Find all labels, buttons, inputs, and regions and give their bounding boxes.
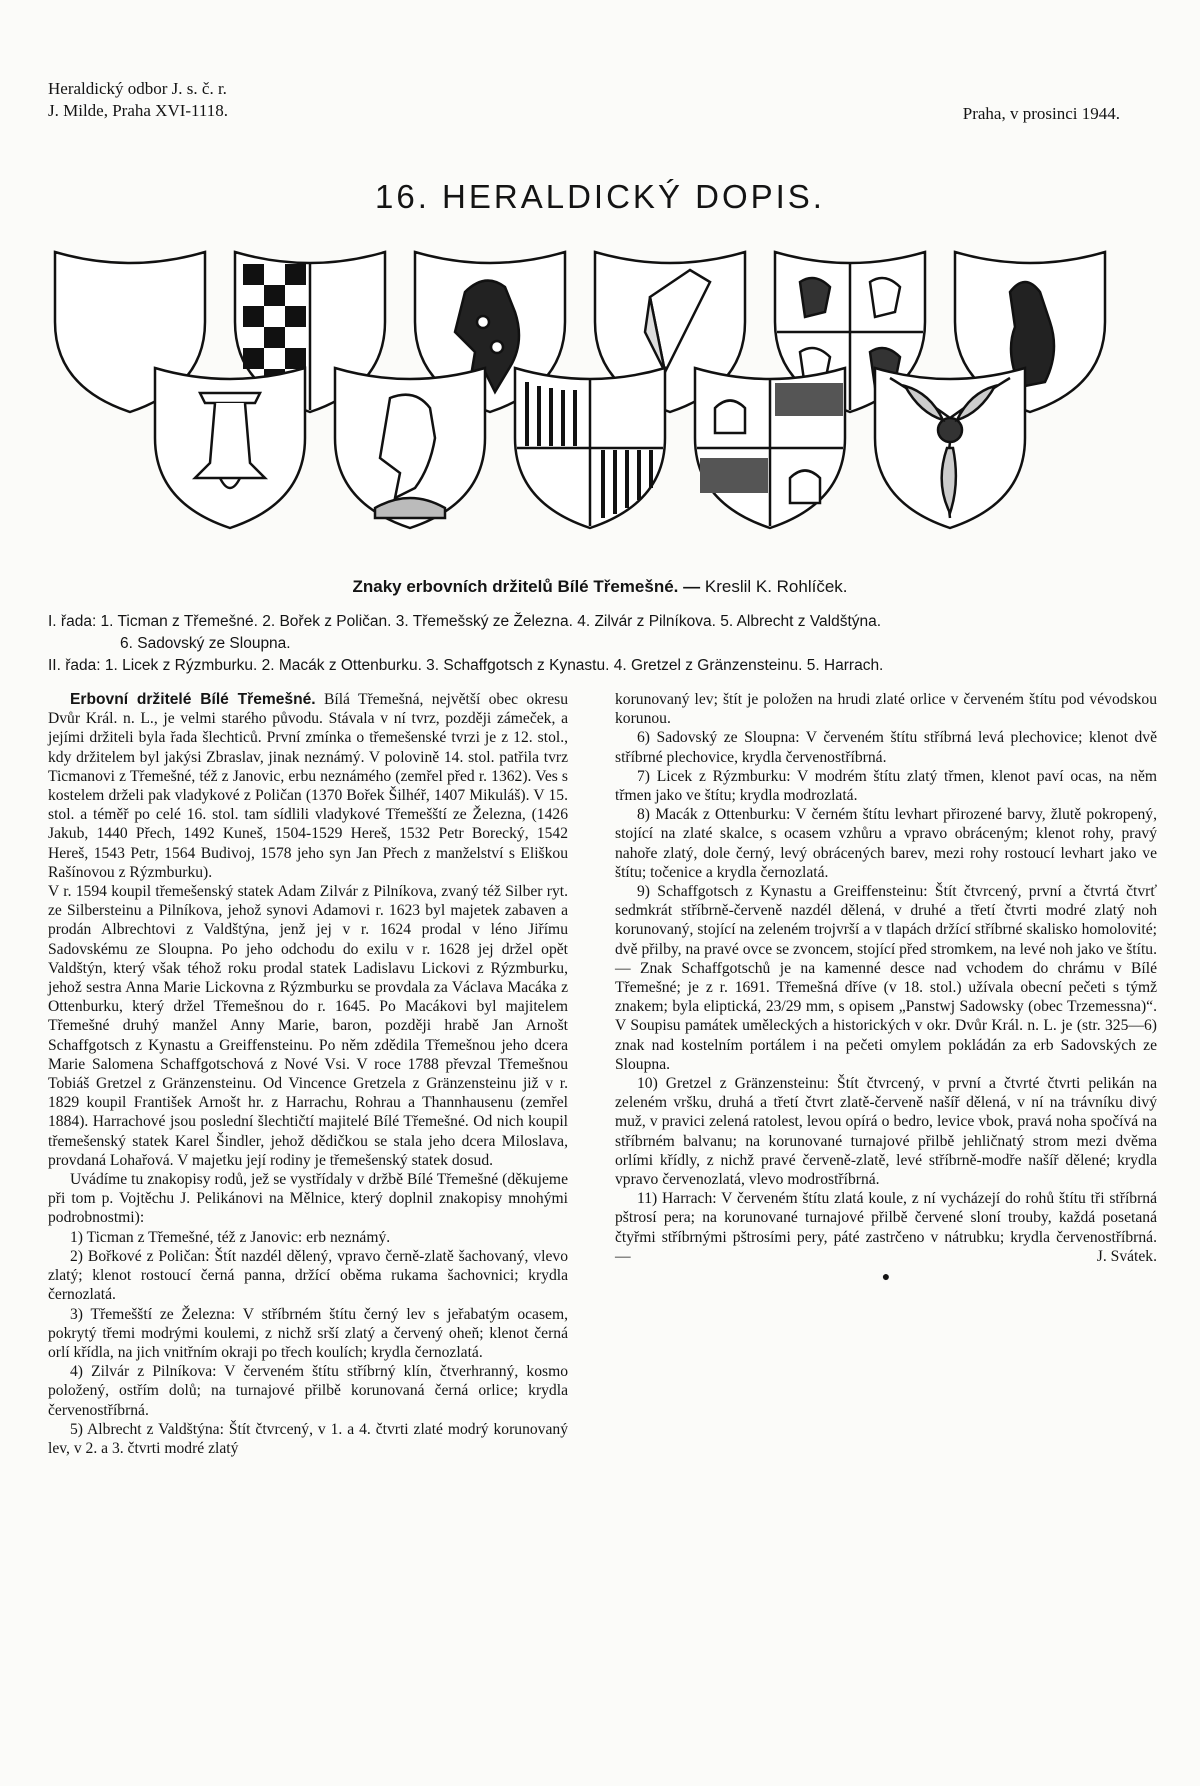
blazon-zilvar: 4) Zilvár z Pilníkova: V červeném štítu stříbrný klín, čtverhranný, kosmo položený, ostřím dolů; na turnajové přilbě korunovaná černá orlice; krydla červenostříbrná. — [48, 1363, 568, 1419]
end-mark: ● — [881, 1270, 891, 1286]
legend-row-1: I. řada: 1. Ticman z Třemešné. 2. Bořek z Poličan. 3. Třemešský ze Železna. 4. Zilvár z Pilníkova. 5. Albrecht z Valdštýna. — [48, 613, 882, 630]
shield-macak — [335, 368, 485, 528]
header-publisher — [48, 78, 228, 122]
blazon-schaffgotsch: 9) Schaffgotsch z Kynastu a Greiffensteinu: Štít čtvrcený, první a čtvrtá čtvrť sedmkrát stříbrně-červeně nazdél dělená, v druhé a třetí čtvrti modré zlatý noh korunovaný, stojící na zeleném trojvrší a v tlapách držící stříbrné skalisko homolovité; dvě přilby, na pravé ovce se zvoncem, stojící před stromkem, na levé noh jako ve štítu. — Znak Schaffgotschů je na kamenné desce nad vchodem do chrámu v Bílé Třemešné; je z r. 1691. Třemešná dříve (v 18. stol.) užívala obecní pečeti s týmž znakem; byla eliptická, 23/29 mm, s opisem „Panstwj Sadowsky (obec Trzemessna)“. V Soupisu památek uměleckých a historických v okr. Dvůr Král. n. L. je (str. 325—6) znak nad kostelním portálem i na pečeti omylem pokládán za erb Sadovských ze Sloupna. — [615, 883, 1157, 1073]
shield-legend — [48, 611, 1168, 677]
header-line-1: Heraldický odbor J. s. č. r. — [48, 79, 227, 98]
legend-row-1-cont: 6. Sadovský ze Sloupna. — [120, 635, 291, 652]
blazon-valdstyn-cont: korunovaný lev; štít je položen na hrudi zlaté orlice v červeném štítu pod vévodskou korunou. — [615, 691, 1157, 728]
shield-schaffgotsch — [515, 368, 665, 528]
blazon-tremessky: 3) Třemešští ze Železna: V stříbrném štítu černý lev s jeřabatým ocasem, pokrytý třemi modrými koulemi, z nichž srší zlatý a červený oheň; klenot černá orlí křídla, na jich vnitřním okraji po třech koulích; krydla černozlatá. — [48, 1305, 568, 1361]
blazon-borek: 2) Bořkové z Poličan: Štít nazdél dělený, vpravo černě-zlatě šachovaný, vlevo zlatý; klenot rostoucí černá panna, držící oběma rukama šachovnici; krydla černozlatá. — [48, 1247, 568, 1304]
blazon-ticman: 1) Ticman z Třemešné, též z Janovic: erb neznámý. — [70, 1228, 391, 1246]
paragraph-history: Bílá Třemešná, největší obec okresu Dvůr Král. n. L., je velmi starého původu. Stávala v ní tvrz, později zámeček, a jejími držiteli byla řada šlechticů. První zmínka o třemešenské tvrzi je z 12. stol., kdy držitelem byl jakýsi Zbraslav, jinak neznámý. V polovině 14. stol. patřila tvrz Ticmanovi z Třemešné, též z Janovic, erbu neznámého (zemřel před r. 1362). Ves s kostelem drželi pak vladykové z Poličan (1370 Bořek Šilhéř, 1407 Mikuláš). V 15. stol. a téměř po celé 16. stol. tam sídlili vladykové Třemešští ze Železna, (1426 Jakub, 1440 Přech, 1492 Kuneš, 1504-1529 Hereš, 1532 Petr Borecký, 1542 Hereš, 1543 Petr, 1564 Budivoj, 1578 jeho syn Jan Přech z manželství s Eliškou Rašínovou z Rýzmburku). — [48, 691, 568, 881]
shield-harrach — [875, 368, 1025, 528]
caption-main: Znaky erbovních držitelů Bílé Třemešné. — [352, 577, 679, 596]
text-column-right — [615, 690, 1157, 1287]
blazon-licek: 7) Licek z Rýzmburku: V modrém štítu zlatý třmen, klenot paví ocas, na něm třmen jako ve štítu; krydla modrozlatá. — [615, 767, 1157, 805]
page-title: 16. HERALDICKÝ DOPIS. — [375, 178, 825, 215]
article-lead: Erbovní držitelé Bílé Třemešné. — [70, 691, 316, 708]
paragraph-intro-blazons: Uvádíme tu znakopisy rodů, jež se vystřídaly v držbě Bílé Třemešné (děkujeme při tom p. Vojtěchu J. Pelikánovi na Mělnice, který doplnil znakopisy mnohými podrobnostmi): — [48, 1171, 568, 1227]
coats-of-arms-illustration — [40, 240, 1160, 590]
shield-licek — [155, 368, 305, 528]
author-signature: J. Svátek. — [1096, 1247, 1157, 1265]
header-line-2: J. Milde, Praha XVI-1118. — [48, 101, 229, 120]
blazon-gretzel: 10) Gretzel z Gränzensteinu: Štít čtvrcený, v první a čtvrté čtvrti pelikán na zeleném vršku, druhá a třetí čtvrt zlatě-červeně našíř dělená, v ní na trávníku divý muž, v pravici zelená ratolest, levou opírá o bedro, levice vbok, pravá noha spočívá na stříbrném balvanu; na korunované turnajové přilbě jehličnatý strom mezi dvěma orlími křídly, z nichž pravé červeně-zlatě, levé stříbrně-modře našíř dělené; krydla vpravo červenozlatá, vlevo modrostříbrná. — [615, 1075, 1157, 1189]
blazon-valdstyn: 5) Albrecht z Valdštýna: Štít čtvrcený, v 1. a 4. čtvrti zlaté modrý korunovaný lev, v 2. a 3. čtvrti modré zlatý — [48, 1420, 568, 1457]
caption-dash: — — [678, 577, 705, 596]
blazon-sadovsky: 6) Sadovský ze Sloupna: V červeném štítu stříbrná levá plechovice; klenot dvě stříbrné plechovice, krydla červenostříbrná. — [615, 729, 1157, 766]
blazon-macak: 8) Macák z Ottenburku: V černém štítu levhart přirozené barvy, žlutě pokropený, stojící na zlaté skalce, s ocasem vzhůru a vpravo obráceným; klenot rohy, pravý nahoře zlatý, dole černý, levý obrácených barev, mezi rohy rostoucí levhart jako ve štítu; točenice a krydla černozlatá. — [615, 806, 1157, 881]
blazon-harrach-text: 11) Harrach: V červeném štítu zlatá koule, z ní vycházejí do rohů štítu tři stříbrná pštrosí pera; na korunované turnajové přilbě červené sloní trouby, každá posetaná čtyřmi stříbrnými pštrosími pery, páté zastrčeno v nátrubku; krydla červenostříbrná. — — [615, 1190, 1157, 1265]
paragraph-owners: V r. 1594 koupil třemešenský statek Adam Zilvár z Pilníkova, zvaný též Silber ryt. ze Silbersteinu a Pilníkova, jehož synovi Adamovi r. 1623 byl majetek zabaven a prodán Albrechtovi z Valdštýna, jenž jej v r. 1624 prodal v léno Jiřímu Sadovskému ze Sloupna. Po jeho odchodu do exilu v r. 1628 jej držel opět Valdštýn, který však téhož roku prodal statek Ladislavu Lickovi z Rýzmburku, jehož sestra Anna Marie Lickovna z Rýzmburku se provdala za Václava Macáka z Ottenburku, který držel Třemešnou do r. 1645. Po Macákovi byl majitelem Třemešné druhý manžel Anny Marie, baron, později hrabě Jan Arnošt Schaffgotsch z Kynastu a Greiffensteinu. Po něm zdědila Třemešnou jeho dcera Marie Salomena Schaffgotschová z Nové Vsi. V roce 1788 převzal Třemešnou Tobiáš Gretzel z Gränzensteinu. Od Vincence Gretzela z Gränzensteinu již v r. 1829 koupil František Arnošt hr. z Harrachu, Rohrau a Thannhausenu (zemřel 1884). Harrachové jsou poslední šlechtičtí majitelé Bílé Třemešné. Od nich koupil třemešenský statek Karel Šindler, jehož dědičkou se stala jeho dcera Miloslava, provdaná Lohařová. V majetku její rodiny je třemešenský statek dosud. — [48, 883, 568, 1169]
shield-gretzel — [695, 368, 845, 528]
caption-artist: Kreslil K. Rohlíček. — [704, 577, 848, 596]
illustration-caption — [0, 577, 1200, 597]
header-date: Praha, v prosinci 1944. — [962, 104, 1120, 123]
legend-row-2: II. řada: 1. Licek z Rýzmburku. 2. Macák z Ottenburku. 3. Schaffgotsch z Kynastu. 4. Gretzel z Gränzensteinu. 5. Harrach. — [48, 657, 884, 674]
text-column-left — [48, 690, 568, 1458]
blazon-harrach — [615, 1189, 1157, 1266]
